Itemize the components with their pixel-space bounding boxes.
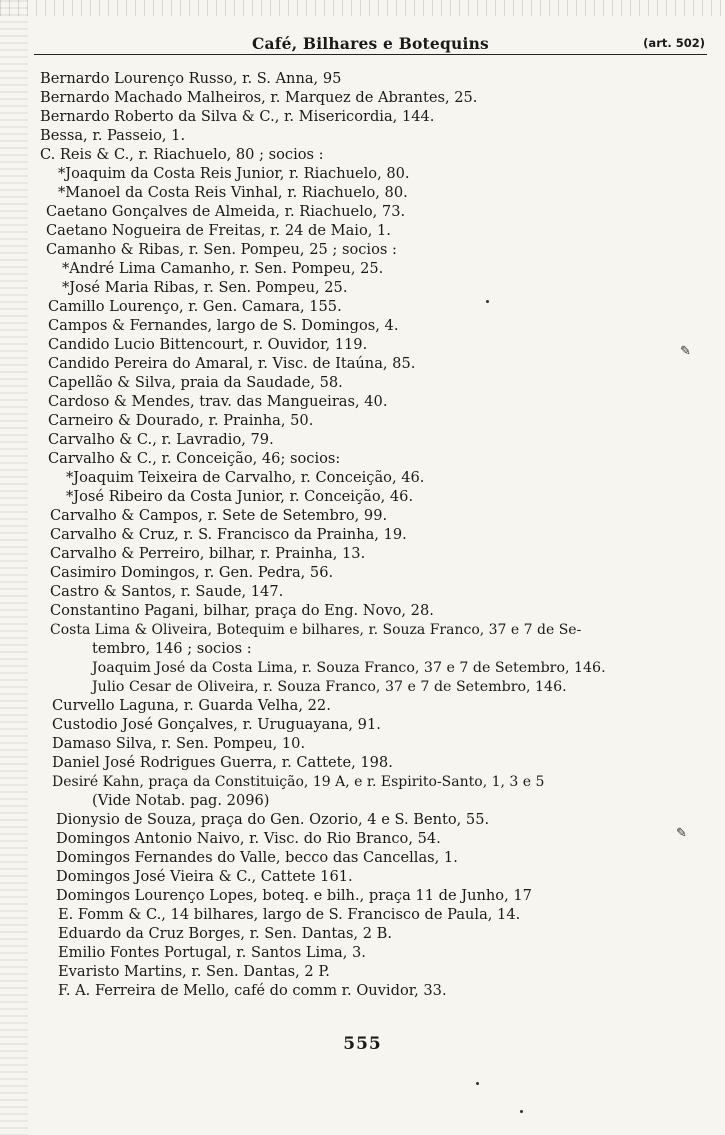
entry-line: Candido Lucio Bittencourt, r. Ouvidor, 119. <box>48 336 368 353</box>
entry-line: Castro & Santos, r. Saude, 147. <box>50 583 284 600</box>
entry-line: Campos & Fernandes, largo de S. Domingos, 4. <box>48 317 399 334</box>
entry-line: Bessa, r. Passeio, 1. <box>40 127 186 144</box>
entry-line: Bernardo Roberto da Silva & C., r. Misericordia, 144. <box>40 108 435 125</box>
entry-line: Julio Cesar de Oliveira, r. Souza Franco, 37 e 7 de Setembro, 146. <box>92 679 567 695</box>
entry-line: C. Reis & C., r. Riachuelo, 80 ; socios : <box>40 146 324 163</box>
entry-line: Caetano Nogueira de Freitas, r. 24 de Maio, 1. <box>46 222 391 239</box>
speck-dot <box>486 300 489 303</box>
entry-line: Caetano Gonçalves de Almeida, r. Riachuelo, 73. <box>46 203 406 220</box>
entry-line: F. A. Ferreira de Mello, café do comm r. Ouvidor, 33. <box>58 982 447 999</box>
entry-line: Carneiro & Dourado, r. Prainha, 50. <box>48 412 314 429</box>
entry-line: Carvalho & Cruz, r. S. Francisco da Prainha, 19. <box>50 526 407 543</box>
entry-line: Bernardo Machado Malheiros, r. Marquez de Abrantes, 25. <box>40 89 478 106</box>
printer-mark-icon: ✎ <box>676 826 687 841</box>
page-number: 555 <box>343 1034 382 1054</box>
entry-line: Curvello Laguna, r. Guarda Velha, 22. <box>52 697 331 714</box>
entry-line: Camanho & Ribas, r. Sen. Pompeu, 25 ; socios : <box>46 241 397 258</box>
entry-line: Constantino Pagani, bilhar, praça do Eng. Novo, 28. <box>50 602 434 619</box>
entry-line: Carvalho & Campos, r. Sete de Setembro, 99. <box>50 507 388 524</box>
article-reference: (art. 502) <box>643 36 705 50</box>
entry-line: Eduardo da Cruz Borges, r. Sen. Dantas, 2 B. <box>58 925 393 942</box>
entry-line: (Vide Notab. pag. 2096) <box>92 792 270 809</box>
entry-line: *José Maria Ribas, r. Sen. Pompeu, 25. <box>62 279 348 296</box>
printer-mark-icon: ✎ <box>680 344 691 359</box>
entry-line: Dionysio de Souza, praça do Gen. Ozorio, 4 e S. Bento, 55. <box>56 811 490 828</box>
entry-line: *Joaquim da Costa Reis Junior, r. Riachuelo, 80. <box>58 165 410 182</box>
entry-line: Camillo Lourenço, r. Gen. Camara, 155. <box>48 298 342 315</box>
entry-line: tembro, 146 ; socios : <box>92 640 252 657</box>
entry-line: Joaquim José da Costa Lima, r. Souza Franco, 37 e 7 de Setembro, 146. <box>92 660 606 676</box>
entry-line: Carvalho & C., r. Lavradio, 79. <box>48 431 274 448</box>
entry-line: *Joaquim Teixeira de Carvalho, r. Conceição, 46. <box>66 469 425 486</box>
entry-line: Costa Lima & Oliveira, Botequim e bilhares, r. Souza Franco, 37 e 7 de Se- <box>50 622 582 638</box>
scan-noise-top <box>0 0 725 16</box>
entry-line: Carvalho & Perreiro, bilhar, r. Prainha, 13. <box>50 545 366 562</box>
entry-line: Bernardo Lourenço Russo, r. S. Anna, 95 <box>40 70 342 87</box>
entry-line: Carvalho & C., r. Conceição, 46; socios: <box>48 450 341 467</box>
entry-line: Desiré Kahn, praça da Constituição, 19 A, e r. Espirito-Santo, 1, 3 e 5 <box>52 774 545 790</box>
entry-line: Cardoso & Mendes, trav. das Mangueiras, 40. <box>48 393 388 410</box>
entry-line: *José Ribeiro da Costa Junior, r. Conceição, 46. <box>66 488 414 505</box>
entry-line: Damaso Silva, r. Sen. Pompeu, 10. <box>52 735 306 752</box>
speck-dot <box>476 1082 479 1085</box>
speck-dot <box>520 1110 523 1113</box>
entry-line: Casimiro Domingos, r. Gen. Pedra, 56. <box>50 564 334 581</box>
entry-line: Domingos Fernandes do Valle, becco das Cancellas, 1. <box>56 849 458 866</box>
entry-line: *Manoel da Costa Reis Vinhal, r. Riachuelo, 80. <box>58 184 408 201</box>
entry-line: Domingos Antonio Naivo, r. Visc. do Rio Branco, 54. <box>56 830 441 847</box>
page-header <box>34 32 707 55</box>
entry-line: Domingos Lourenço Lopes, boteq. e bilh., praça 11 de Junho, 17 <box>56 887 532 904</box>
entry-line: Candido Pereira do Amaral, r. Visc. de Itaúna, 85. <box>48 355 416 372</box>
entry-line: E. Fomm & C., 14 bilhares, largo de S. Francisco de Paula, 14. <box>58 906 521 923</box>
entry-line: Emilio Fontes Portugal, r. Santos Lima, 3. <box>58 944 366 961</box>
entry-line: Evaristo Martins, r. Sen. Dantas, 2 P. <box>58 963 330 980</box>
section-title: Café, Bilhares e Botequins <box>252 34 489 53</box>
entry-line: Capellão & Silva, praia da Saudade, 58. <box>48 374 343 391</box>
entry-line: *André Lima Camanho, r. Sen. Pompeu, 25. <box>62 260 384 277</box>
scan-noise-left <box>0 0 28 1135</box>
entry-line: Daniel José Rodrigues Guerra, r. Cattete, 198. <box>52 754 393 771</box>
entry-line: Domingos José Vieira & C., Cattete 161. <box>56 868 353 885</box>
entry-line: Custodio José Gonçalves, r. Uruguayana, 91. <box>52 716 381 733</box>
